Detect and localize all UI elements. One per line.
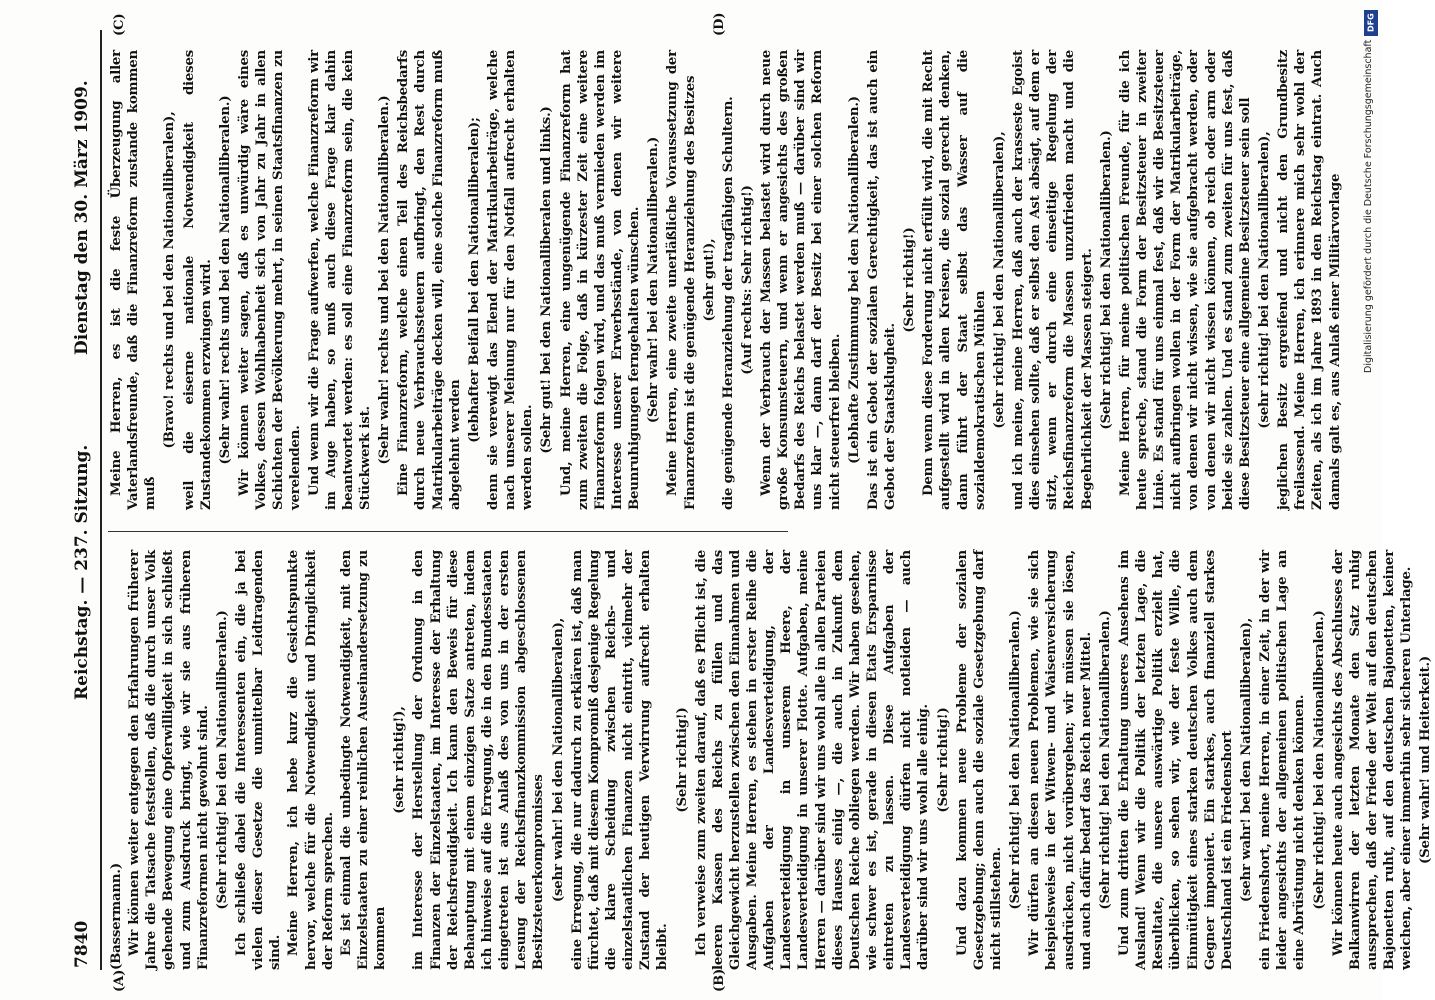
paragraph: Ich verweise zum zweiten darauf, daß es Pflicht ist, die leeren Kassen des Reichs zu füllen und das Gleichgewicht herzustellen zwischen den Einnahmen und Ausgaben. Meine Herren, es stehen in erster Reihe die Aufgaben der Landesverteidigung, der Landesverteidigung in unserem Heere, der Landesverteidigung in unserer Flotte. Aufgaben, meine Herren — darüber sind wir uns wohl alle in allen Parteien dieses Hauses einig —, die auch in Zukunft dem Deutschen Reiche obliegen werden. Wir haben gesehen, wie schwer es ist, gerade in diesen Etats Ersparnisse eintreten zu lassen. Diese Aufgaben der Landesverteidigung dürfen nicht notleiden — auch darüber sind wir uns wohl alle einig. [693, 550, 932, 970]
interjection: (Sehr richtig! bei den Nationalliberalen.) [1311, 610, 1327, 910]
paragraph: Ich schließe dabei die Interessenten ein, die ja bei vielen dieser Gesetze die unmittelbar Leidtragenden sind. [233, 550, 284, 970]
paragraph: die genügende Heranziehung der tragfähigen Schultern. [720, 96, 736, 510]
interjection: (lebhafter Beifall bei den Nationalliberalen); [466, 117, 482, 443]
interjection: (Sehr wahr! rechts und bei den Nationalliberalen.) [217, 95, 233, 465]
paragraph: Das ist ein Gebot der sozialen Gerechtigkeit, das ist auch ein Gebot der Staatsklugheit. [865, 50, 899, 510]
interjection: (Sehr richtig!) [902, 227, 918, 333]
left-column [108, 550, 1434, 970]
interjection: (Sehr gut! bei den Nationalliberalen und links.) [539, 106, 555, 454]
right-column [108, 50, 1348, 510]
paragraph: Eine Finanzreform, welche einen Teil des Reichsbedarfs durch neue Verbrauchssteuern aufbringt, den Rest durch Matrikularbeiträge decken will, eine solche Finanzreform muß abgelehnt werden [396, 50, 463, 510]
paragraph: Wenn der Verbrauch der Massen belastet wird durch neue große Konsumsteuern, und wenn er angesichts des großen Bedarfs des Reichs belastet werden muß — darüber sind wir uns klar —, dann darf der Besitz bei einer solchen Reform nicht steuerfrei bleiben. [759, 50, 843, 510]
interjection: (sehr richtig! bei den Nationalliberalen), [991, 131, 1007, 429]
paragraph: und ich meine, meine Herren, daß auch der krasseste Egoist dies einsehen sollte, daß er selbst den Ast absägt, auf dem er sitzt, wenn er durch eine einseitige Regelung der Reichsfinanzreform die Massen unzufrieden macht und die Begehrlichkeit der Massen steigert. [1011, 50, 1095, 510]
interjection: (Sehr richtig! bei den Nationalliberalen.) [1098, 130, 1114, 430]
paragraph: Meine Herren, eine zweite unerläßliche Voraussetzung der Finanzreform ist die genügende Heranziehung des Besitzes [665, 50, 698, 510]
interjection: (Bravo! rechts und bei den Nationalliberalen), [162, 111, 178, 449]
interjection: (Sehr wahr! bei den Nationalliberalen.) [646, 136, 662, 424]
interjection: (Lebhafte Zustimmung bei den Nationalliberalen.) [846, 96, 862, 464]
paragraph: Und wenn wir die Frage aufwerfen, welche Finanzreform wir im Auge haben, so muß auch diese Frage klar dahin beantwortet werden: es soll eine Finanzreform sein, die kein Stückwerk ist. [306, 50, 373, 510]
page-header [66, 30, 102, 970]
paragraph: Und, meine Herren, eine ungenügende Finanzreform hat zum zweiten die Folge, daß in kürzester Zeit eine weitere Finanzreform folgen wird, und das muß vermieden werden im Interesse unserer Erwerbsstände, von denen wir weitere Beunruhigungen ferngehalten wünschen. [558, 50, 643, 510]
paragraph: Meine Herren, ich hebe kurz die Gesichtspunkte hervor, welche für die Notwendigkeit und Dringlichkeit der Reform sprechen. [286, 550, 336, 970]
paragraph: Und zum dritten die Erhaltung unseres Ansehens im Ausland! Wenn wir die Politik der letzten Lage, die Resultate, die unsere auswärtige Politik erzielt hat, überblicken, so sehen wir, wie der feste Wille, die Einmütigkeit eines starken deutschen Volkes auch dem Gegner imponiert. Ein starkes, auch finanziell starkes Deutschland ist ein Friedenshort [1117, 550, 1235, 970]
paragraph: ein Friedenshort, meine Herren, in einer Zeit, in der wir leider angesichts der allgemeinen politischen Lage an eine Abrüstung nicht denken können. [1258, 550, 1308, 970]
funding-caption: Digitalisierung gefördert durch die Deutsche Forschungsgemeinschaft [1363, 40, 1374, 374]
paragraph: weil die eiserne nationale Notwendigkeit dieses Zustandekommen erzwingen wird. [181, 50, 214, 510]
paragraph: im Interesse der Herstellung der Ordnung in den Finanzen der Einzelstaaten, im Interesse der Erhaltung der Reichsfreudigkeit. Ich kann den Beweis für diese Behauptung mit einem einzigen Satze antreten, indem ich hinweise auf die Erregung, die in den Bundesstaaten eingetreten ist aus Anlaß des von uns in der ersten Lesung der Reichsfinanzkommission abgeschlossenen Besitzsteuerkompromisses [411, 550, 547, 970]
paragraph: jeglichen Besitz ergreifend und nicht den Grundbesitz freilassend. Meine Herren, ich erinnere mich sehr wohl der Zeiten, als ich im Jahre 1893 in den Reichstag eintrat. Auch damals galt es, aus Anlaß einer Militärvorlage [1276, 50, 1343, 510]
interjection: (Sehr wahr! und Heiterkeit.) [1418, 656, 1434, 864]
paragraph: Und dazu kommen neue Probleme der sozialen Gesetzgebung; denn auch die soziale Gesetzgebung darf nicht stillstehen. [954, 550, 1005, 970]
interjection: (Sehr richtig!) [674, 707, 690, 813]
speaker-name: (Bassermann.) [109, 863, 124, 970]
funding-sidebar [1363, 10, 1379, 990]
margin-marker-b: (B) [712, 968, 727, 992]
interjection: (Sehr wahr! rechts und bei den Nationalliberalen.) [377, 95, 393, 465]
paragraph: Es ist einmal die unbedingte Notwendigkeit, mit den Einzelstaaten zu einer reinlichen Auseinandersetzung zu kommen [338, 550, 389, 970]
session-date: Dienstag den 30. März 1909. [72, 80, 92, 355]
margin-marker-c: (C) [112, 13, 127, 36]
dfg-logo: DFG [1364, 10, 1378, 36]
paragraph: Wir können heute auch angesichts des Abschlusses der Balkanwirren der letzten Monate den Satz ruhig aussprechen, daß der Friede der Welt auf den deutschen Bajonetten ruht, auf den deutschen Bajonetten, keiner weichen, aber einer immerhin sehr sicheren Unterlage. [1330, 550, 1415, 970]
interjection: (sehr richtig!), [392, 706, 408, 814]
interjection: (Sehr richtig!) [935, 707, 951, 813]
interjection: (sehr gut!), [701, 238, 717, 322]
margin-marker-d: (D) [712, 12, 727, 36]
interjection: (Auf rechts: Sehr richtig!) [739, 185, 755, 375]
paragraph: denn sie verewigt das Elend der Matrikularbeiträge, welche nach unserer Meinung nur für den Notfall aufrecht erhalten werden sollen. [485, 50, 536, 510]
session-title: Reichstag. — 237. Sitzung. [72, 444, 92, 700]
column-divider [108, 531, 788, 532]
interjection: (sehr wahr! bei den Nationalliberalen), [550, 617, 566, 903]
paragraph: Meine Herren, für meine politischen Freunde, für die ich heute spreche, stand die Form der Besitzsteuer in zweiter Linie. Es stand für uns einmal fest, daß wir die Besitzsteuer nicht aufbringen wollen in der Form der Matrikularbeiträge, von denen wir nicht wissen, wie sie aufgebracht werden, oder von denen wir nicht wissen können, ob reich oder arm oder beide sie zahlen. Und es stand zum zweiten für uns fest, daß diese Besitzsteuer eine allgemeine Besitzsteuer sein soll [1117, 50, 1253, 510]
page-number: 7840 [72, 920, 92, 968]
paragraph: Denn wenn diese Forderung nicht erfüllt wird, die mit Recht aufgestellt wird in allen Kreisen, die sozial gerecht denken, dann führt der Staat selbst das Wasser auf die sozialdemokratischen Mühlen [921, 50, 988, 510]
paragraph: Wir können weiter sagen, daß es unwürdig wäre eines Volkes, dessen Wohlhabenheit sich von Jahr zu Jahr in allen Schichten der Bevölkerung mehrt, in seinen Staatsfinanzen zu verelenden. [236, 50, 304, 510]
interjection: (Sehr richtig! bei den Nationalliberalen.) [214, 610, 230, 910]
interjection: (Sehr richtig! bei den Nationalliberalen.) [1097, 610, 1113, 910]
paragraph: Wir dürfen an diesen neuen Problemen, wie sie sich beispielsweise in der Witwen- und Waisenversicherung ausdrücken, nicht vorübergehen; wir müssen sie lösen, und auch dafür bedarf das Reich neuer Mittel. [1027, 550, 1094, 970]
interjection: (sehr wahr! bei den Nationalliberalen), [1239, 617, 1254, 903]
interjection: (sehr richtig! bei den Nationalliberalen), [1257, 131, 1272, 429]
paragraph: Wir können weiter entgegen den Erfahrungen früherer Jahre die Tatsache feststellen, daß die durch unser Volk gehende Bewegung eine Opferwilligkeit in sich schließt und zum Ausdruck bringt, wie wir sie aus früheren Finanzreformen nicht gewohnt sind. [127, 550, 211, 970]
margin-marker-a: (A) [112, 969, 127, 992]
paragraph: Meine Herren, es ist die feste Überzeugung aller Vaterlandsfreunde, daß die Finanzreform zustande kommen muß [109, 50, 159, 510]
interjection: (Sehr richtig! bei den Nationalliberalen.) [1008, 610, 1024, 910]
paragraph: eine Erregung, die nur dadurch zu erklären ist, daß man fürchtet, daß mit diesem Kompromiß desjenige Regelung die klare Scheidung zwischen Reichs- und einzelstaatlichen Finanzen nicht eintritt, vielmehr der Zustand der heutigen Verwirrung aufrecht erhalten bleibt. [569, 550, 671, 970]
